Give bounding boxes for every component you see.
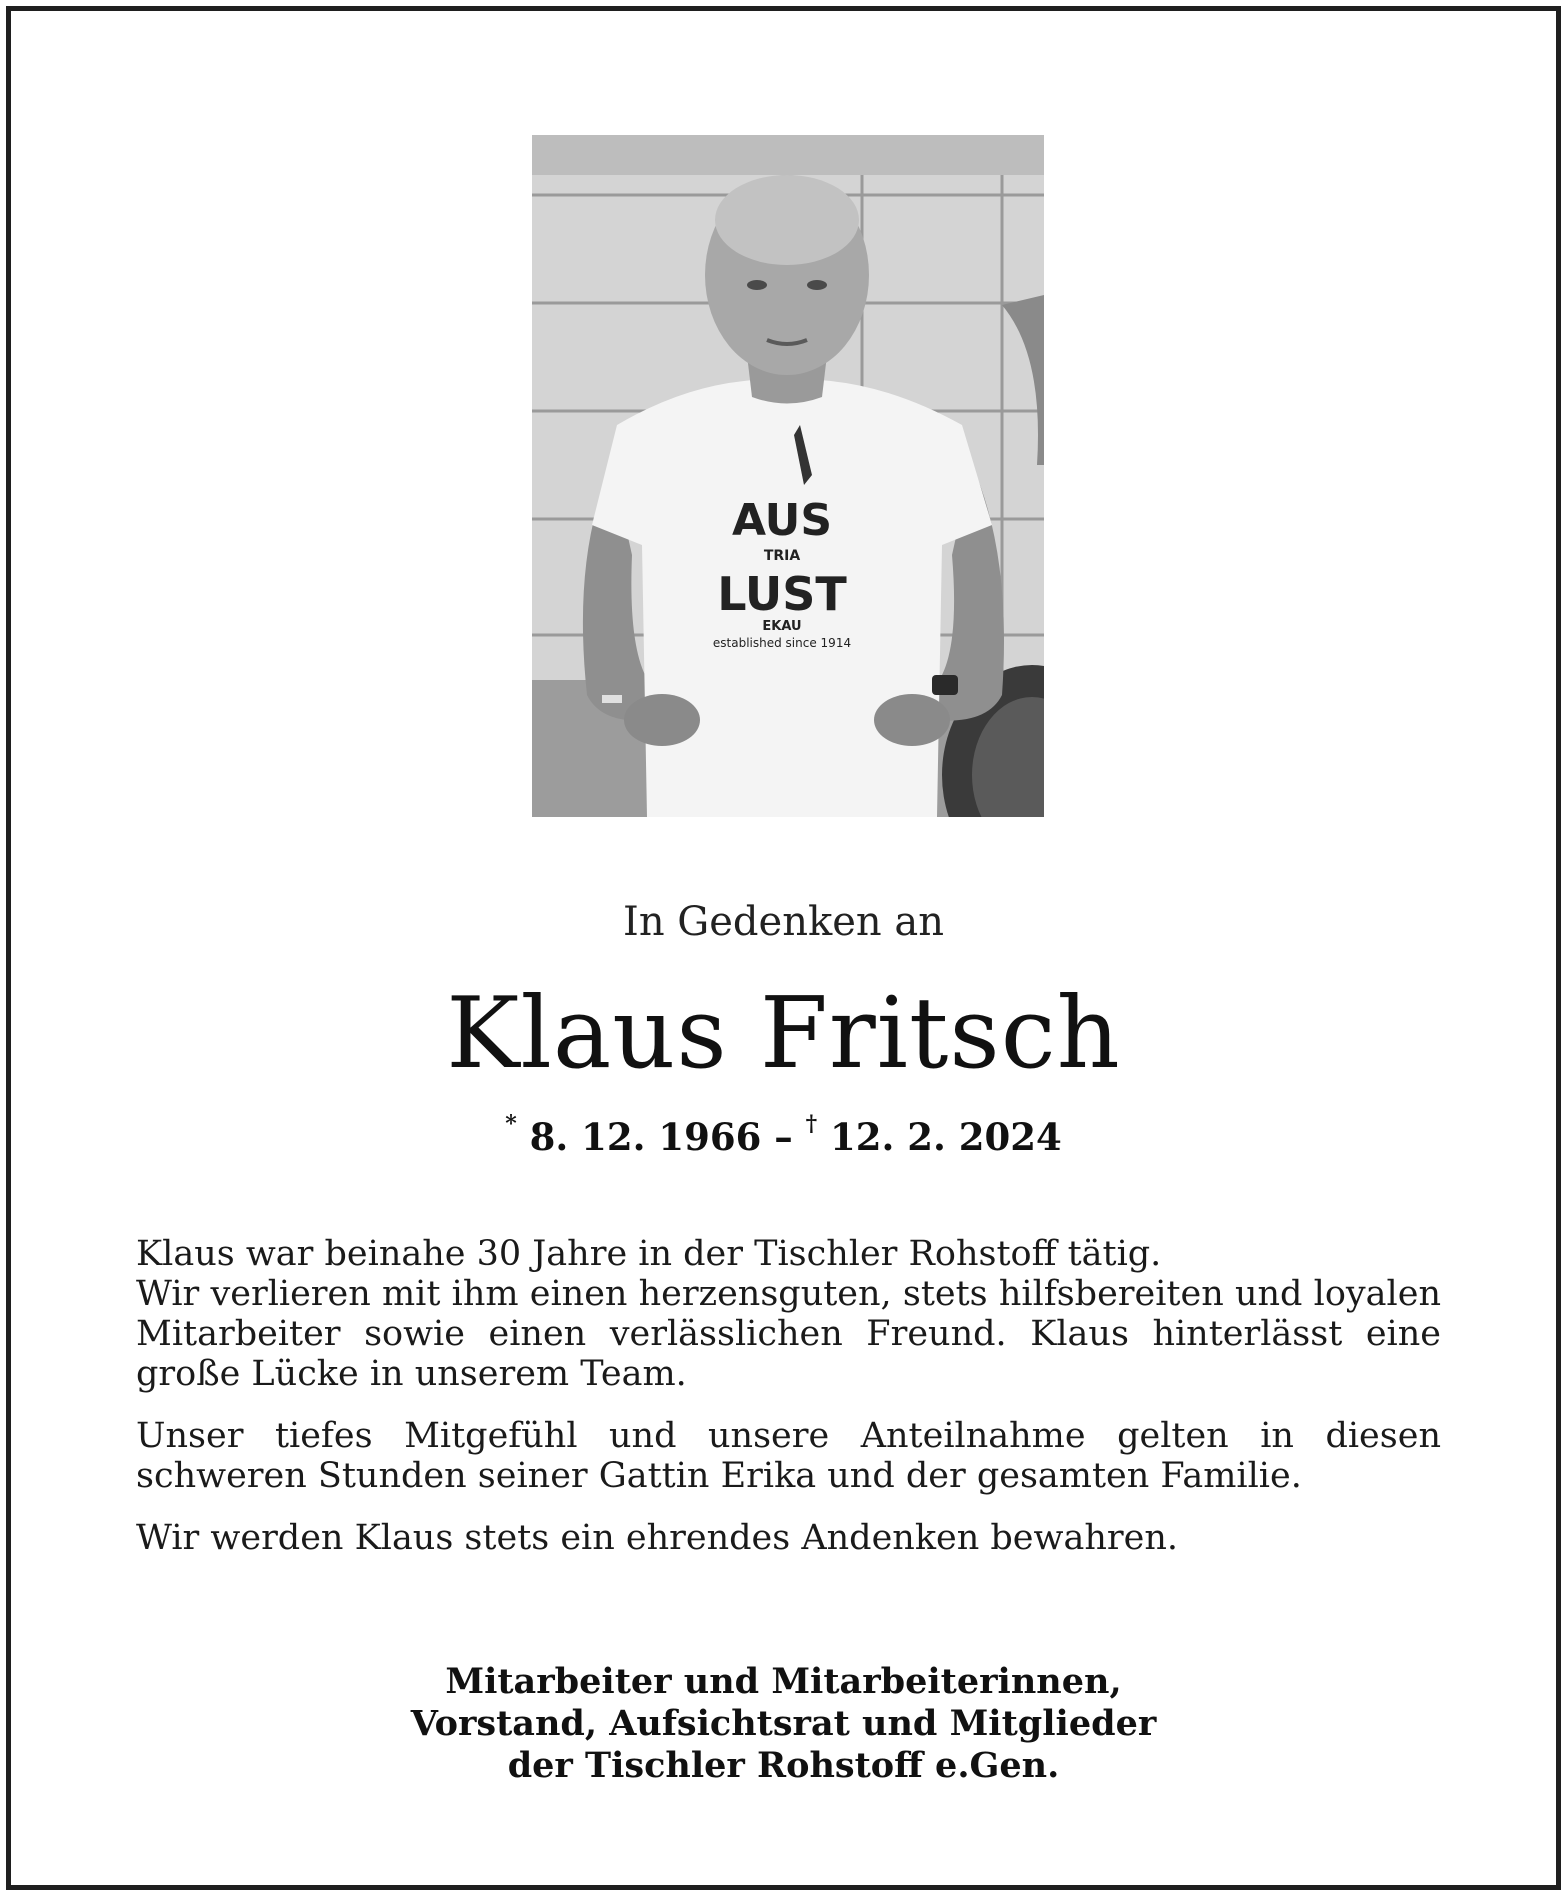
intro-line: In Gedenken an xyxy=(623,899,944,945)
svg-text:LUST: LUST xyxy=(717,567,847,621)
signature-block xyxy=(11,1661,1556,1787)
obituary-text xyxy=(136,1234,1441,1580)
death-date: 12. 2. 2024 xyxy=(830,1115,1062,1159)
deceased-name: Klaus Fritsch xyxy=(446,977,1121,1091)
signature-line-3: der Tischler Rohstoff e.Gen. xyxy=(507,1745,1060,1786)
svg-text:established since 1914: established since 1914 xyxy=(712,636,852,650)
death-symbol: † xyxy=(805,1110,818,1137)
paragraph-2-text: Unser tiefes Mitgefühl und unsere Anteilnahme gelten in diesen schweren Stunden seiner Gattin Erika und der gesamten Familie. xyxy=(136,1416,1441,1496)
signature-line-2: Vorstand, Aufsichtsrat und Mitglieder xyxy=(410,1703,1157,1744)
svg-text:EKAU: EKAU xyxy=(762,619,802,634)
paragraph-3 xyxy=(136,1518,1441,1558)
paragraph-1 xyxy=(136,1234,1441,1394)
portrait-photo xyxy=(532,135,1044,817)
obituary-frame xyxy=(6,6,1561,1890)
shirt-print-aus: AUS xyxy=(731,495,833,546)
life-dates xyxy=(11,1110,1556,1159)
signature-line-1: Mitarbeiter und Mitarbeiterinnen, xyxy=(445,1661,1122,1702)
paragraph-1-line-1: Klaus war beinahe 30 Jahre in der Tischler Rohstoff tätig. xyxy=(136,1234,1162,1274)
birth-symbol: * xyxy=(505,1110,517,1137)
paragraph-3-text: Wir werden Klaus stets ein ehrendes Andenken bewahren. xyxy=(136,1518,1179,1558)
birth-date: 8. 12. 1966 xyxy=(529,1115,762,1159)
svg-text:TRIA: TRIA xyxy=(763,548,801,564)
paragraph-2 xyxy=(136,1416,1441,1496)
paragraph-1-line-2: Wir verlieren mit ihm einen herzensguten, stets hilfsbereiten und loyalen Mitarbeiter sowie einen verlässlichen Freund. Klaus hinterlässt eine große Lücke in unserem Team. xyxy=(136,1274,1441,1394)
date-separator: – xyxy=(774,1115,793,1159)
